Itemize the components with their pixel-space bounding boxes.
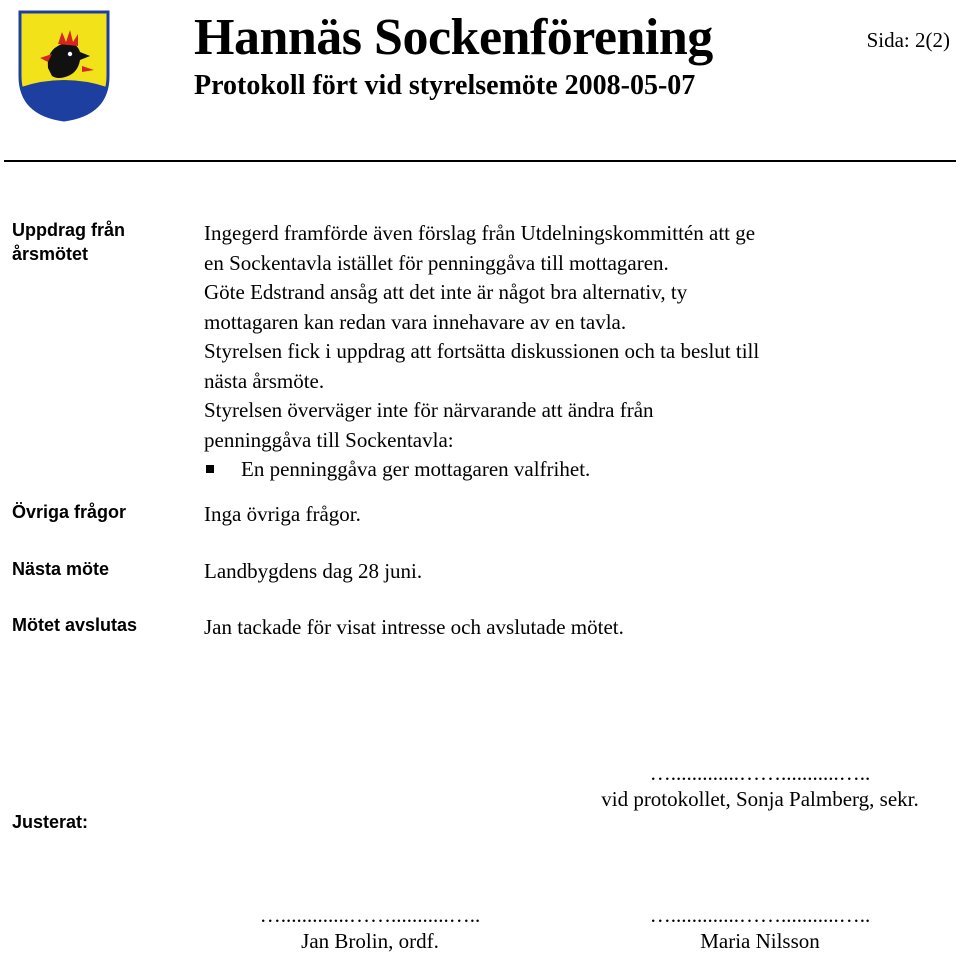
signature-dots: ….............……...........….. [649, 903, 871, 927]
section-label-line: Uppdrag från [12, 220, 126, 240]
signature-name: Jan Brolin, ordf. [301, 929, 439, 953]
signature-name: vid protokollet, Sonja Palmberg, sekr. [601, 787, 919, 811]
secretary-signature [560, 760, 960, 812]
paragraph-line: mottagaren kan redan vara innehavare av en tavla. [204, 309, 627, 334]
section-label-nasta: Nästa möte [12, 559, 110, 579]
document-subtitle: Protokoll fört vid styrelsemöte 2008-05-07 [194, 70, 696, 101]
header-divider [4, 160, 956, 162]
bullet-text: En penninggåva ger mottagaren valfrihet. [241, 457, 591, 481]
signature-dots: ….............……...........….. [259, 903, 481, 927]
signature-dots: ….............……...........….. [649, 761, 871, 785]
organization-title: Hannäs Sockenförening [194, 9, 713, 66]
parish-coat-of-arms-icon [18, 10, 110, 122]
section-body-ovriga: Inga övriga frågor. [204, 502, 361, 526]
section-body-nasta: Landbygdens dag 28 juni. [204, 559, 423, 583]
paragraph-line: en Sockentavla istället för penninggåva till mottagaren. [204, 250, 669, 275]
chair-signature [190, 902, 550, 954]
section-label-line: årsmötet [12, 244, 89, 264]
paragraph-line: nästa årsmöte. [204, 368, 325, 393]
paragraph-line: Styrelsen fick i uppdrag att fortsätta diskussionen och ta beslut till [204, 339, 760, 363]
section-label-ovriga: Övriga frågor [12, 502, 127, 522]
section-label-uppdrag [12, 218, 125, 266]
page-number: Sida: 2(2) [866, 28, 950, 52]
signature-name: Maria Nilsson [700, 929, 820, 953]
section-body-uppdrag [204, 219, 884, 485]
bullet-item [204, 455, 884, 485]
square-bullet-icon [206, 465, 214, 473]
paragraph-line: Styrelsen överväger inte för närvarande att ändra från [204, 398, 654, 422]
section-body-avslutas: Jan tackade för visat intresse och avslutade mötet. [204, 615, 624, 639]
paragraph-line: Göte Edstrand ansåg att det inte är något bra alternativ, ty [204, 280, 688, 304]
paragraph-line: penninggåva till Sockentavla: [204, 427, 454, 452]
paragraph-line: Ingegerd framförde även förslag från Utdelningskommittén att ge [204, 221, 756, 245]
section-label-avslutas: Mötet avslutas [12, 615, 138, 635]
justerat-label: Justerat: [12, 812, 89, 832]
adjuster-signature [560, 902, 960, 954]
